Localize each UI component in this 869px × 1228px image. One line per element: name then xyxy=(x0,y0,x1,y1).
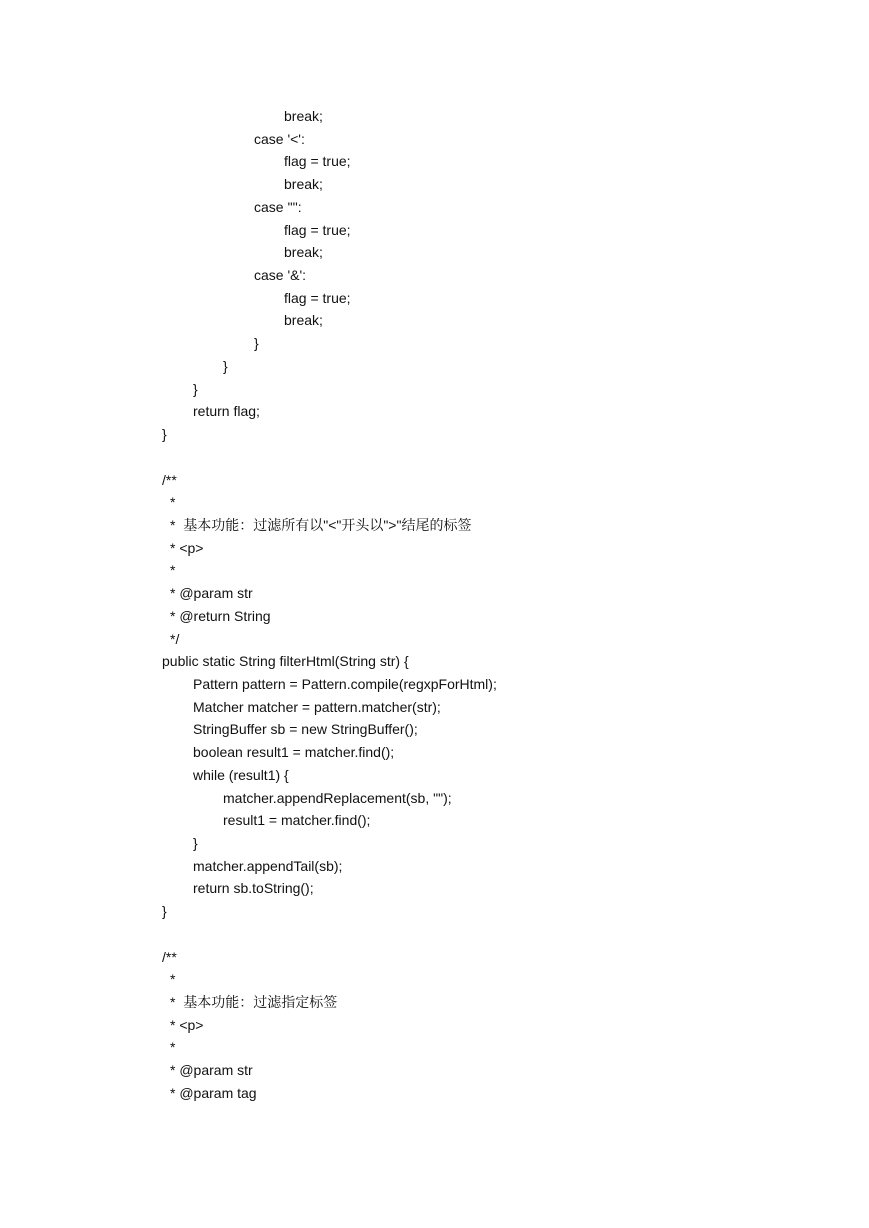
code-line: flag = true; xyxy=(284,289,351,306)
comment-line: * @param str xyxy=(170,1062,253,1079)
comment-line: /** xyxy=(162,471,177,488)
comment-line: * <p> xyxy=(170,539,204,556)
code-line: } xyxy=(254,335,259,352)
code-line: Matcher matcher = pattern.matcher(str); xyxy=(193,698,441,715)
code-line: Pattern pattern = Pattern.compile(regxpForHtml); xyxy=(193,675,497,692)
code-line: case '<': xyxy=(254,130,305,147)
code-line: } xyxy=(162,903,167,920)
comment-line: /** xyxy=(162,948,177,965)
comment-line: * xyxy=(170,971,176,988)
code-line: result1 = matcher.find(); xyxy=(223,812,371,829)
code-line: break; xyxy=(284,108,323,124)
comment-line: * @param tag xyxy=(170,1084,257,1101)
comment-line: * @return String xyxy=(170,607,271,624)
comment-line: * xyxy=(170,562,176,579)
comment-line: * xyxy=(170,494,176,511)
comment-line: * <p> xyxy=(170,1016,204,1033)
comment-line: * xyxy=(170,1039,176,1056)
code-line: StringBuffer sb = new StringBuffer(); xyxy=(193,721,418,738)
code-line: return flag; xyxy=(193,403,260,420)
code-line: flag = true; xyxy=(284,221,351,238)
code-line: } xyxy=(223,357,228,374)
code-line: case '"': xyxy=(254,198,302,215)
code-line: matcher.appendTail(sb); xyxy=(193,857,343,874)
code-line: while (result1) { xyxy=(193,766,289,783)
code-line: } xyxy=(162,426,167,443)
code-line: matcher.appendReplacement(sb, ""); xyxy=(223,789,452,806)
code-line: break; xyxy=(284,244,323,261)
code-line: flag = true; xyxy=(284,153,351,170)
comment-line: * @param str xyxy=(170,585,253,602)
code-line: public static String filterHtml(String str) { xyxy=(162,653,409,670)
blank-line xyxy=(162,923,497,946)
comment-line: */ xyxy=(170,630,180,647)
blank-line xyxy=(162,446,497,469)
code-line: break; xyxy=(284,176,323,193)
code-line: boolean result1 = matcher.find(); xyxy=(193,744,395,761)
code-listing xyxy=(162,105,497,1105)
comment-line: * 基本功能：过滤所有以"<"开头以">"结尾的标签 xyxy=(170,516,472,533)
code-line: } xyxy=(193,835,198,851)
code-line: break; xyxy=(284,312,323,329)
code-line: } xyxy=(193,380,198,397)
code-line: case '&': xyxy=(254,267,307,284)
comment-line: * 基本功能：过滤指定标签 xyxy=(170,994,338,1011)
code-line: return sb.toString(); xyxy=(193,880,314,897)
